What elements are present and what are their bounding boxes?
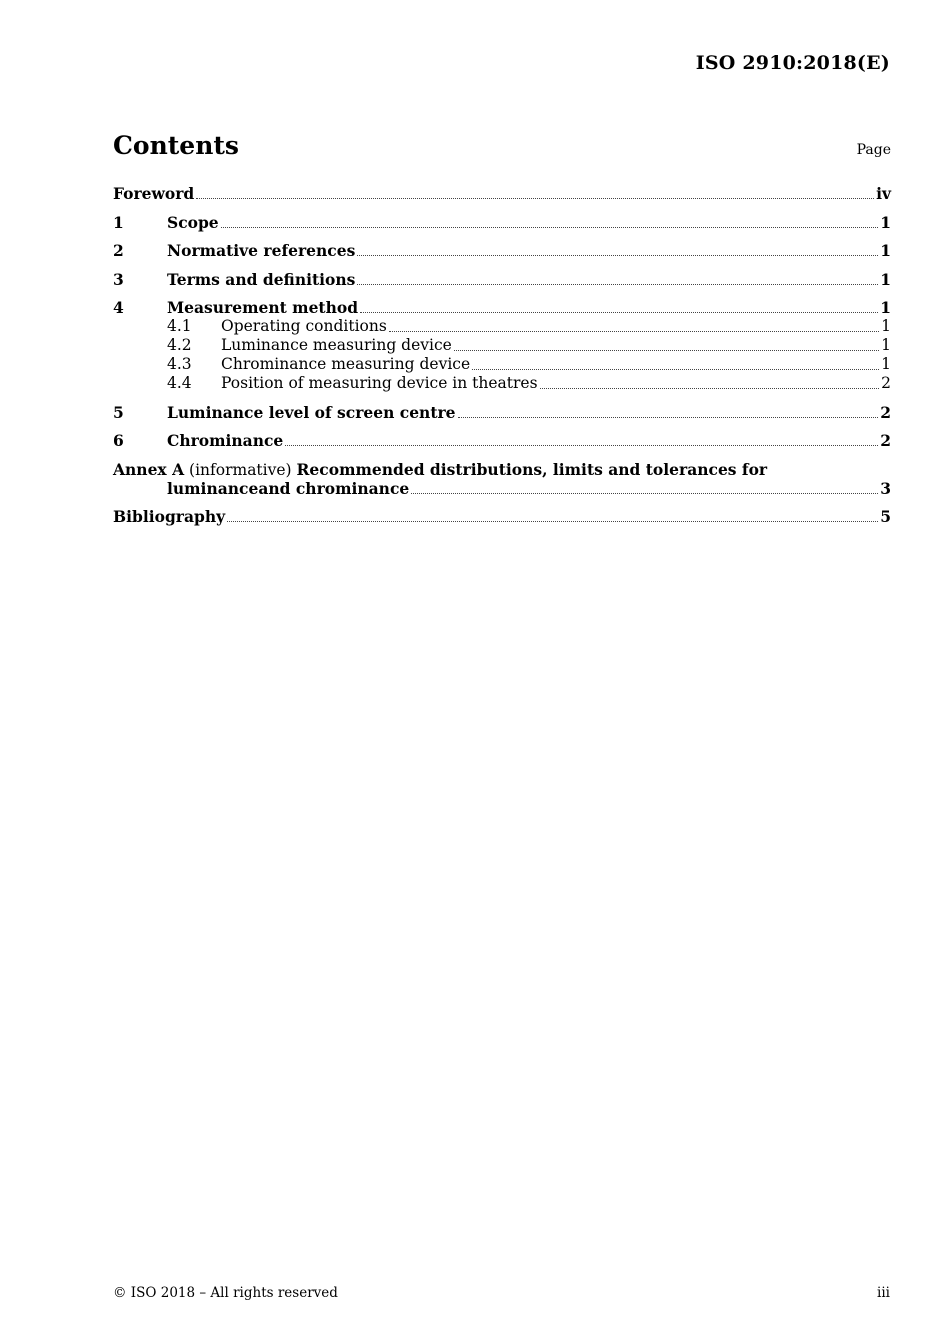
dot-leader	[357, 283, 878, 285]
dot-leader	[196, 197, 874, 199]
footer-copyright: © ISO 2018 – All rights reserved	[113, 1285, 338, 1301]
toc-entry-title: Luminance level of screen centre	[167, 402, 456, 422]
footer-page-number: iii	[877, 1285, 890, 1301]
toc-entry-page: 2	[880, 431, 891, 450]
annex-title-line2: luminanceand chrominance	[167, 478, 410, 498]
toc-entry-foreword[interactable]	[113, 184, 891, 203]
toc-entry-page: 1	[880, 269, 891, 289]
annex-a-first-line	[113, 460, 891, 479]
contents-title: Contents	[113, 131, 240, 160]
toc-entry-page: 2	[881, 374, 891, 392]
toc-entry-title: Foreword	[113, 184, 195, 203]
page-column-label: Page	[856, 142, 891, 158]
dot-leader	[360, 311, 878, 313]
toc-entry-page: 1	[880, 241, 891, 260]
toc-entry-number: 5	[113, 402, 124, 422]
toc-entry-number: 4.4	[167, 374, 192, 392]
toc-entry-number: 4.1	[167, 317, 192, 335]
dot-leader	[454, 349, 879, 351]
dot-leader	[227, 520, 878, 522]
dot-leader	[285, 444, 878, 446]
dot-leader	[540, 387, 880, 389]
document-header-id: ISO 2910:2018(E)	[695, 52, 890, 74]
toc-entry-page: 3	[880, 478, 891, 498]
toc-entry-terms-and-definitions[interactable]	[113, 270, 891, 289]
toc-entry-title: Position of measuring device in theatres	[221, 374, 538, 392]
toc-entry-page: 1	[880, 212, 891, 232]
dot-leader	[389, 330, 879, 332]
toc-entry-page: 1	[881, 336, 891, 354]
toc-entry-title: Terms and definitions	[167, 269, 356, 289]
toc-entry-luminance-level[interactable]	[113, 403, 891, 422]
toc-entry-chrominance[interactable]	[113, 431, 891, 450]
toc-entry-chrominance-measuring-device[interactable]	[113, 355, 891, 374]
toc-entry-luminance-measuring-device[interactable]	[113, 336, 891, 355]
toc-entry-page: iv	[876, 184, 891, 203]
toc-entry-page: 1	[880, 298, 891, 317]
toc-entry-position-of-measuring-device[interactable]	[113, 374, 891, 393]
toc-entry-bibliography[interactable]	[113, 507, 891, 526]
toc-entry-number: 2	[113, 241, 124, 260]
toc-entry-number: 6	[113, 431, 124, 450]
dot-leader	[411, 492, 878, 494]
toc-entry-measurement-method[interactable]	[113, 298, 891, 317]
toc-entry-title: Measurement method	[167, 298, 359, 317]
toc-entry-title: Bibliography	[113, 507, 226, 526]
toc-entry-number: 4.3	[167, 355, 192, 373]
annex-label: Annex A	[113, 459, 185, 479]
toc-entry-number: 1	[113, 212, 124, 232]
toc-entry-number: 4.2	[167, 336, 192, 354]
toc-entry-title: Chrominance	[167, 431, 284, 450]
toc-entry-title: Normative references	[167, 241, 356, 260]
dot-leader	[458, 416, 879, 418]
dot-leader	[357, 254, 878, 256]
toc-entry-title: Scope	[167, 212, 219, 232]
toc-entry-page: 1	[881, 317, 891, 335]
toc-entry-number: 4	[113, 298, 124, 317]
dot-leader	[221, 226, 879, 228]
toc-entry-title: Chrominance measuring device	[221, 355, 471, 373]
toc-entry-operating-conditions[interactable]	[113, 317, 891, 336]
annex-type: (informative)	[189, 460, 292, 479]
toc-entry-annex-a[interactable]	[113, 460, 891, 498]
annex-a-second-line	[113, 479, 891, 498]
toc-entry-title: Operating conditions	[221, 317, 387, 335]
toc-entry-number: 3	[113, 269, 124, 289]
toc-entry-page: 2	[880, 402, 891, 422]
dot-leader	[472, 368, 879, 370]
toc-entry-normative-references[interactable]	[113, 241, 891, 260]
annex-title-line1: Recommended distributions, limits and tolerances for	[296, 459, 768, 479]
table-of-contents	[113, 184, 891, 526]
toc-entry-page: 1	[881, 355, 891, 373]
toc-entry-scope[interactable]	[113, 213, 891, 232]
toc-entry-title: Luminance measuring device	[221, 336, 452, 354]
toc-entry-page: 5	[880, 507, 891, 526]
